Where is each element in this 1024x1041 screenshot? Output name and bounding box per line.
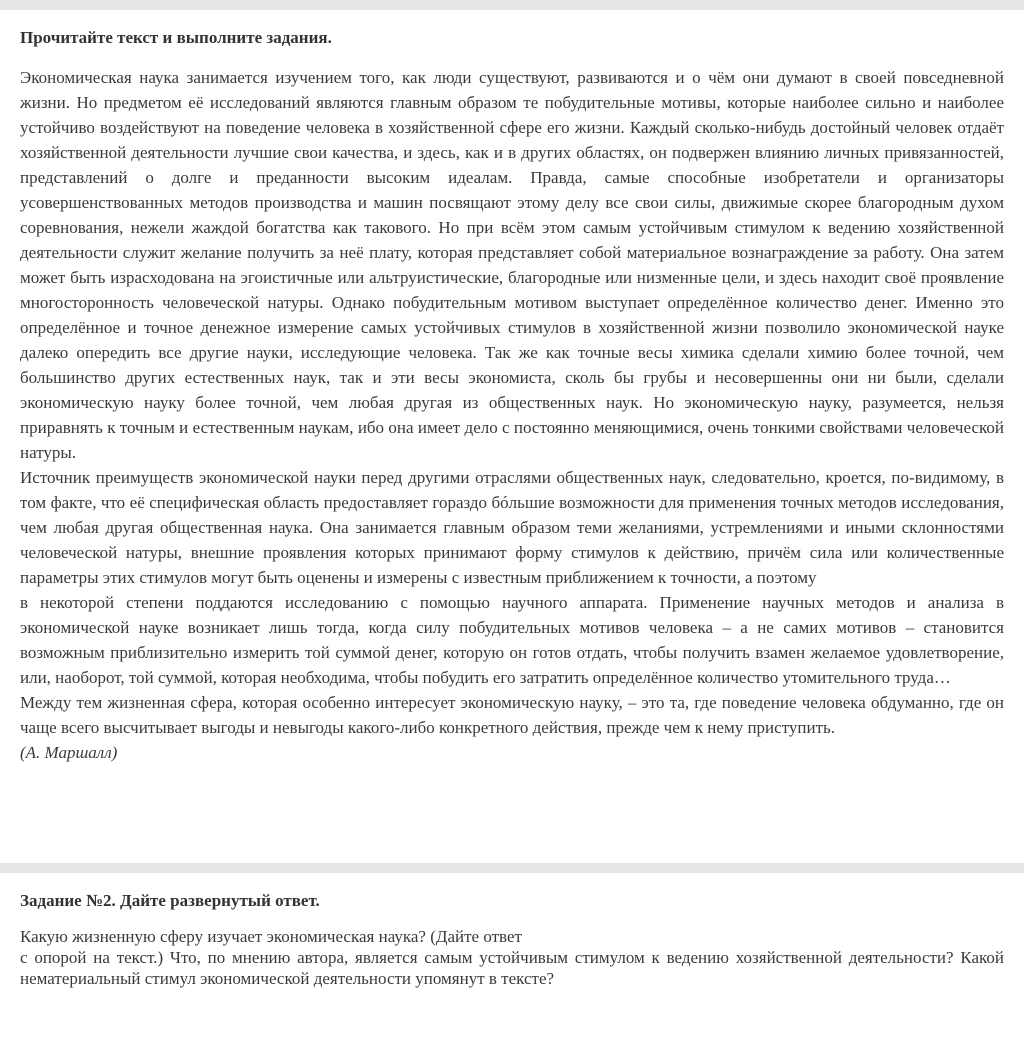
passage-paragraph-3: в некоторой степени поддаются исследованию с помощью научного аппарата. Применение научных методов и анализа в экономической науке возникает лишь тогда, когда силу побудительных мотивов человека – а не самих мотивов – становится возможным приблизительно измерить той суммой денег, которую он готов отдать, чтобы получить взамен желаемое удовлетворение, или, наоборот, той суммой, которая необходима, чтобы побудить его затратить определённое количество утомительного труда… [20,593,1004,687]
section-divider [0,863,1024,873]
task-question-line-2: с опорой на текст.) Что, по мнению автора, является самым устойчивым стимулом к ведению хозяйственной деятельности? Какой нематериальный стимул экономической деятельности упомянут в тексте? [20,948,1004,988]
task-heading: Задание №2. Дайте развернутый ответ. [20,891,320,910]
passage-paragraph-2: Источник преимуществ экономической науки перед другими отраслями общественных наук, следовательно, кроется, по-видимому, в том факте, что её специфическая область предоставляет гораздо бóльшие возможности для применения точных методов исследования, чем любая другая общественная наука. Она занимается главным образом теми желаниями, устремлениями и иными склонностями человеческой натуры, внешние проявления которых принимают форму стимулов к действию, причём сила или количественные параметры этих стимулов могут быть оценены и измерены с известным приближением к точности, а поэтому [20,468,1004,587]
passage-author: (А. Маршалл) [20,743,118,762]
passage-heading: Прочитайте текст и выполните задания. [20,28,332,47]
top-divider [0,0,1024,10]
reading-passage [0,10,1024,863]
passage-paragraph-4: Между тем жизненная сфера, которая особенно интересует экономическую науку, – это та, где поведение человека обдуманно, где он чаще всего высчитывает выгоды и невыгоды какого-либо конкретного действия, прежде чем к нему приступить. [20,693,1004,737]
task-block [0,873,1024,989]
passage-paragraph-1: Экономическая наука занимается изучением того, как люди существуют, развиваются и о чём они думают в своей повседневной жизни. Но предметом её исследований являются главным образом те побудительные мотивы, которые наиболее сильно и наиболее устойчиво воздействуют на поведение человека в хозяйственной сфере его жизни. Каждый сколько-нибудь достойный человек отдаёт хозяйственной деятельности лучшие свои качества, и здесь, как и в других областях, он подвержен влиянию личных привязанностей, представлений о долге и преданности высоким идеалам. Правда, самые способные изобретатели и организаторы усовершенствованных методов производства и машин посвящают этому делу все свои силы, движимые скорее благородным духом соревнования, нежели жаждой богатства как такового. Но при всём этом самым устойчивым стимулом к ведению хозяйственной деятельности служит желание получить за неё плату, которая представляет собой материальное вознаграждение за работу. Она затем может быть израсходована на эгоистичные или альтруистические, благородные или низменные цели, и здесь находит своё проявление многосторонность человеческой натуры. Однако побудительным мотивом выступает определённое количество денег. Именно это определённое и точное денежное измерение самых устойчивых стимулов в хозяйственной жизни позволило экономической науке далеко опередить все другие науки, исследующие человека. Так же как точные весы химика сделали химию более точной, чем большинство других естественных наук, так и эти весы экономиста, сколь бы грубы и несовершенны они ни были, сделали экономическую науку более точной, чем любая другая из общественных наук. Но экономическую науку, разумеется, нельзя приравнять к точным и естественным наукам, ибо она имеет дело с постоянно меняющимися, очень тонкими свойствами человеческой натуры. [20,68,1004,462]
task-question-line-1: Какую жизненную сферу изучает экономическая наука? (Дайте ответ [20,927,522,946]
